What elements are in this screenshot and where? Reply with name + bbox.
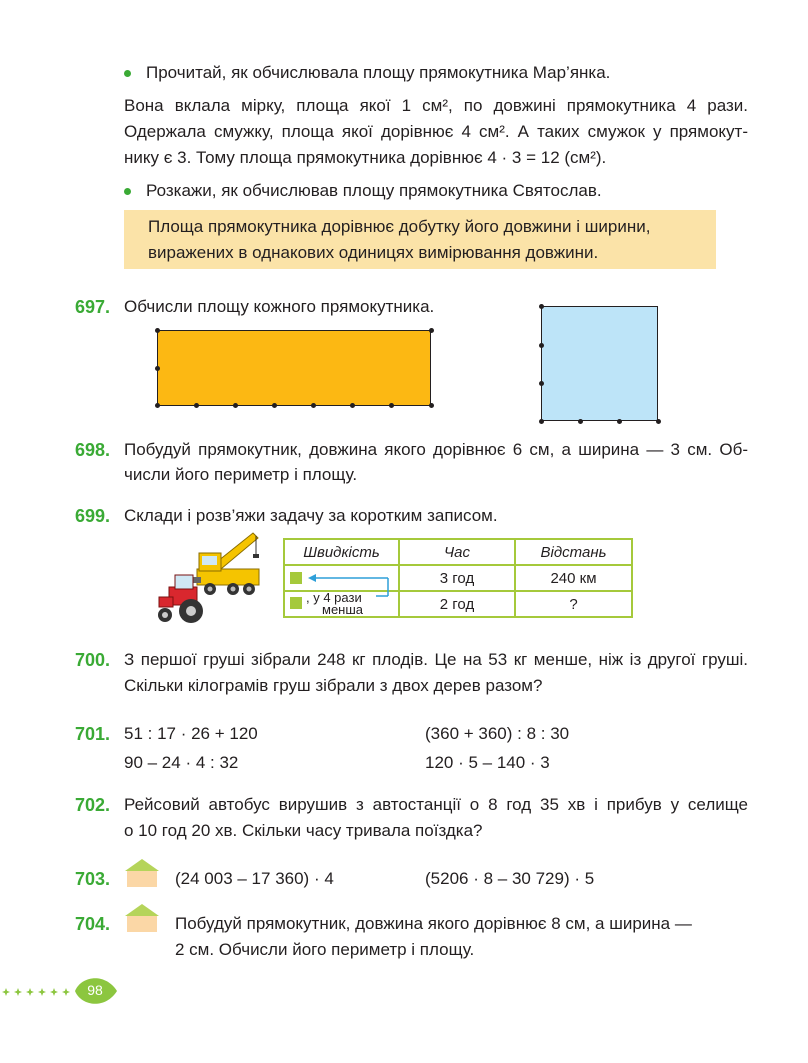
task-text-704-line-1: Побудуй прямокутник, довжина якого дорівнює 8 см, а ширина — [175,914,692,933]
task-text-700-line-1: З першої груші зібрали 248 кг плодів. Це на 53 кг менше, ніж із другої груші. [124,650,748,669]
header-speed: Швидкість [284,539,399,565]
task-number-701: 701. [75,724,111,744]
grid-dot [617,419,622,424]
header-time: Час [399,539,515,565]
paragraph-line-3: нику є 3. Тому площа прямокутника дорівнює 4 · 3 = 12 (см²). [124,148,607,167]
grid-dot [155,328,160,333]
grid-dot [539,343,544,348]
grid-dot [429,403,434,408]
task-number-704: 704. [75,914,111,934]
bullet-dot [124,188,131,195]
task-text-697: Обчисли площу кожного прямокутника. [124,297,435,316]
expression: 120 · 5 – 140 · 3 [425,753,550,772]
grid-dot [350,403,355,408]
page-number: 98 [87,982,103,998]
expression: 51 : 17 · 26 + 120 [124,724,258,743]
grid-dot [311,403,316,408]
blue-square [541,306,658,421]
page-number-badge [71,972,119,1010]
home-task-icon [124,858,160,888]
comparison-note-2: менша [322,602,364,617]
expression: 90 – 24 · 4 : 32 [124,753,239,772]
task-text-702-line-2: о 10 год 20 хв. Скільки часу тривала поїздка? [124,821,483,840]
task-text-700-line-2: Скільки кілограмів груш зібрали з двох дерев разом? [124,676,543,695]
header-distance: Відстань [515,539,632,565]
vehicles-illustration [155,525,270,627]
task-text-702-line-1: Рейсовий автобус вирушив з автостанції о 8 год 35 хв і прибув у селище [124,795,748,814]
grid-dot [389,403,394,408]
task-text-699: Склади і розв’яжи задачу за коротким записом. [124,506,498,525]
bullet-text-2: Розкажи, як обчислював площу прямокутника Святослав. [146,181,602,200]
grid-dot [429,328,434,333]
task-text-704-line-2: 2 см. Обчисли його периметр і площу. [175,940,475,959]
comparison-note-1: , у 4 рази [306,590,362,605]
unknown-speed-square [290,597,302,609]
grid-dot [272,403,277,408]
expression: (360 + 360) : 8 : 30 [425,724,570,743]
grid-dot [578,419,583,424]
task-text-698-line-2: числи його периметр і площу. [124,465,358,484]
grid-dot [155,403,160,408]
grid-dot [539,419,544,424]
grid-dot [539,381,544,386]
bullet-dot [124,70,131,77]
distance-cell-1: 240 км [515,565,632,591]
home-task-icon [124,903,160,933]
rule-line-2: виражених в однакових одиницях вимірювання довжини. [148,243,599,262]
task-text-698-line-1: Побудуй прямокутник, довжина якого дорівнює 6 см, а ширина — 3 см. Об- [124,440,748,459]
task-number-699: 699. [75,506,111,526]
rule-line-1: Площа прямокутника дорівнює добутку його довжини і ширини, [148,217,651,236]
grid-dot [656,419,661,424]
task-number-700: 700. [75,650,111,670]
task-number-697: 697. [75,297,111,317]
grid-dot [233,403,238,408]
task-number-698: 698. [75,440,111,460]
paragraph-line-2: Одержала смужку, площа якої дорівнює 4 см². А таких смужок у прямокут- [124,122,748,141]
expression: (24 003 – 17 360) · 4 [175,869,334,888]
paragraph-line-1: Вона вклала мірку, площа якої 1 см², по довжині прямокутника 4 рази. [124,96,748,115]
task-number-703: 703. [75,869,111,889]
task-number-702: 702. [75,795,111,815]
orange-rectangle [157,330,431,406]
bullet-text-1: Прочитай, як обчислювала площу прямокутника Мар’янка. [146,63,611,82]
distance-cell-2: ? [515,591,632,617]
rule-box [124,210,716,269]
time-cell-1: 3 год [399,565,515,591]
grid-dot [155,366,160,371]
grid-dot [194,403,199,408]
expression: (5206 · 8 – 30 729) · 5 [425,869,595,888]
grid-dot [539,304,544,309]
dotted-decoration [0,986,72,998]
unknown-speed-square [290,572,302,584]
time-cell-2: 2 год [399,591,515,617]
crane-truck-icon [191,533,259,595]
